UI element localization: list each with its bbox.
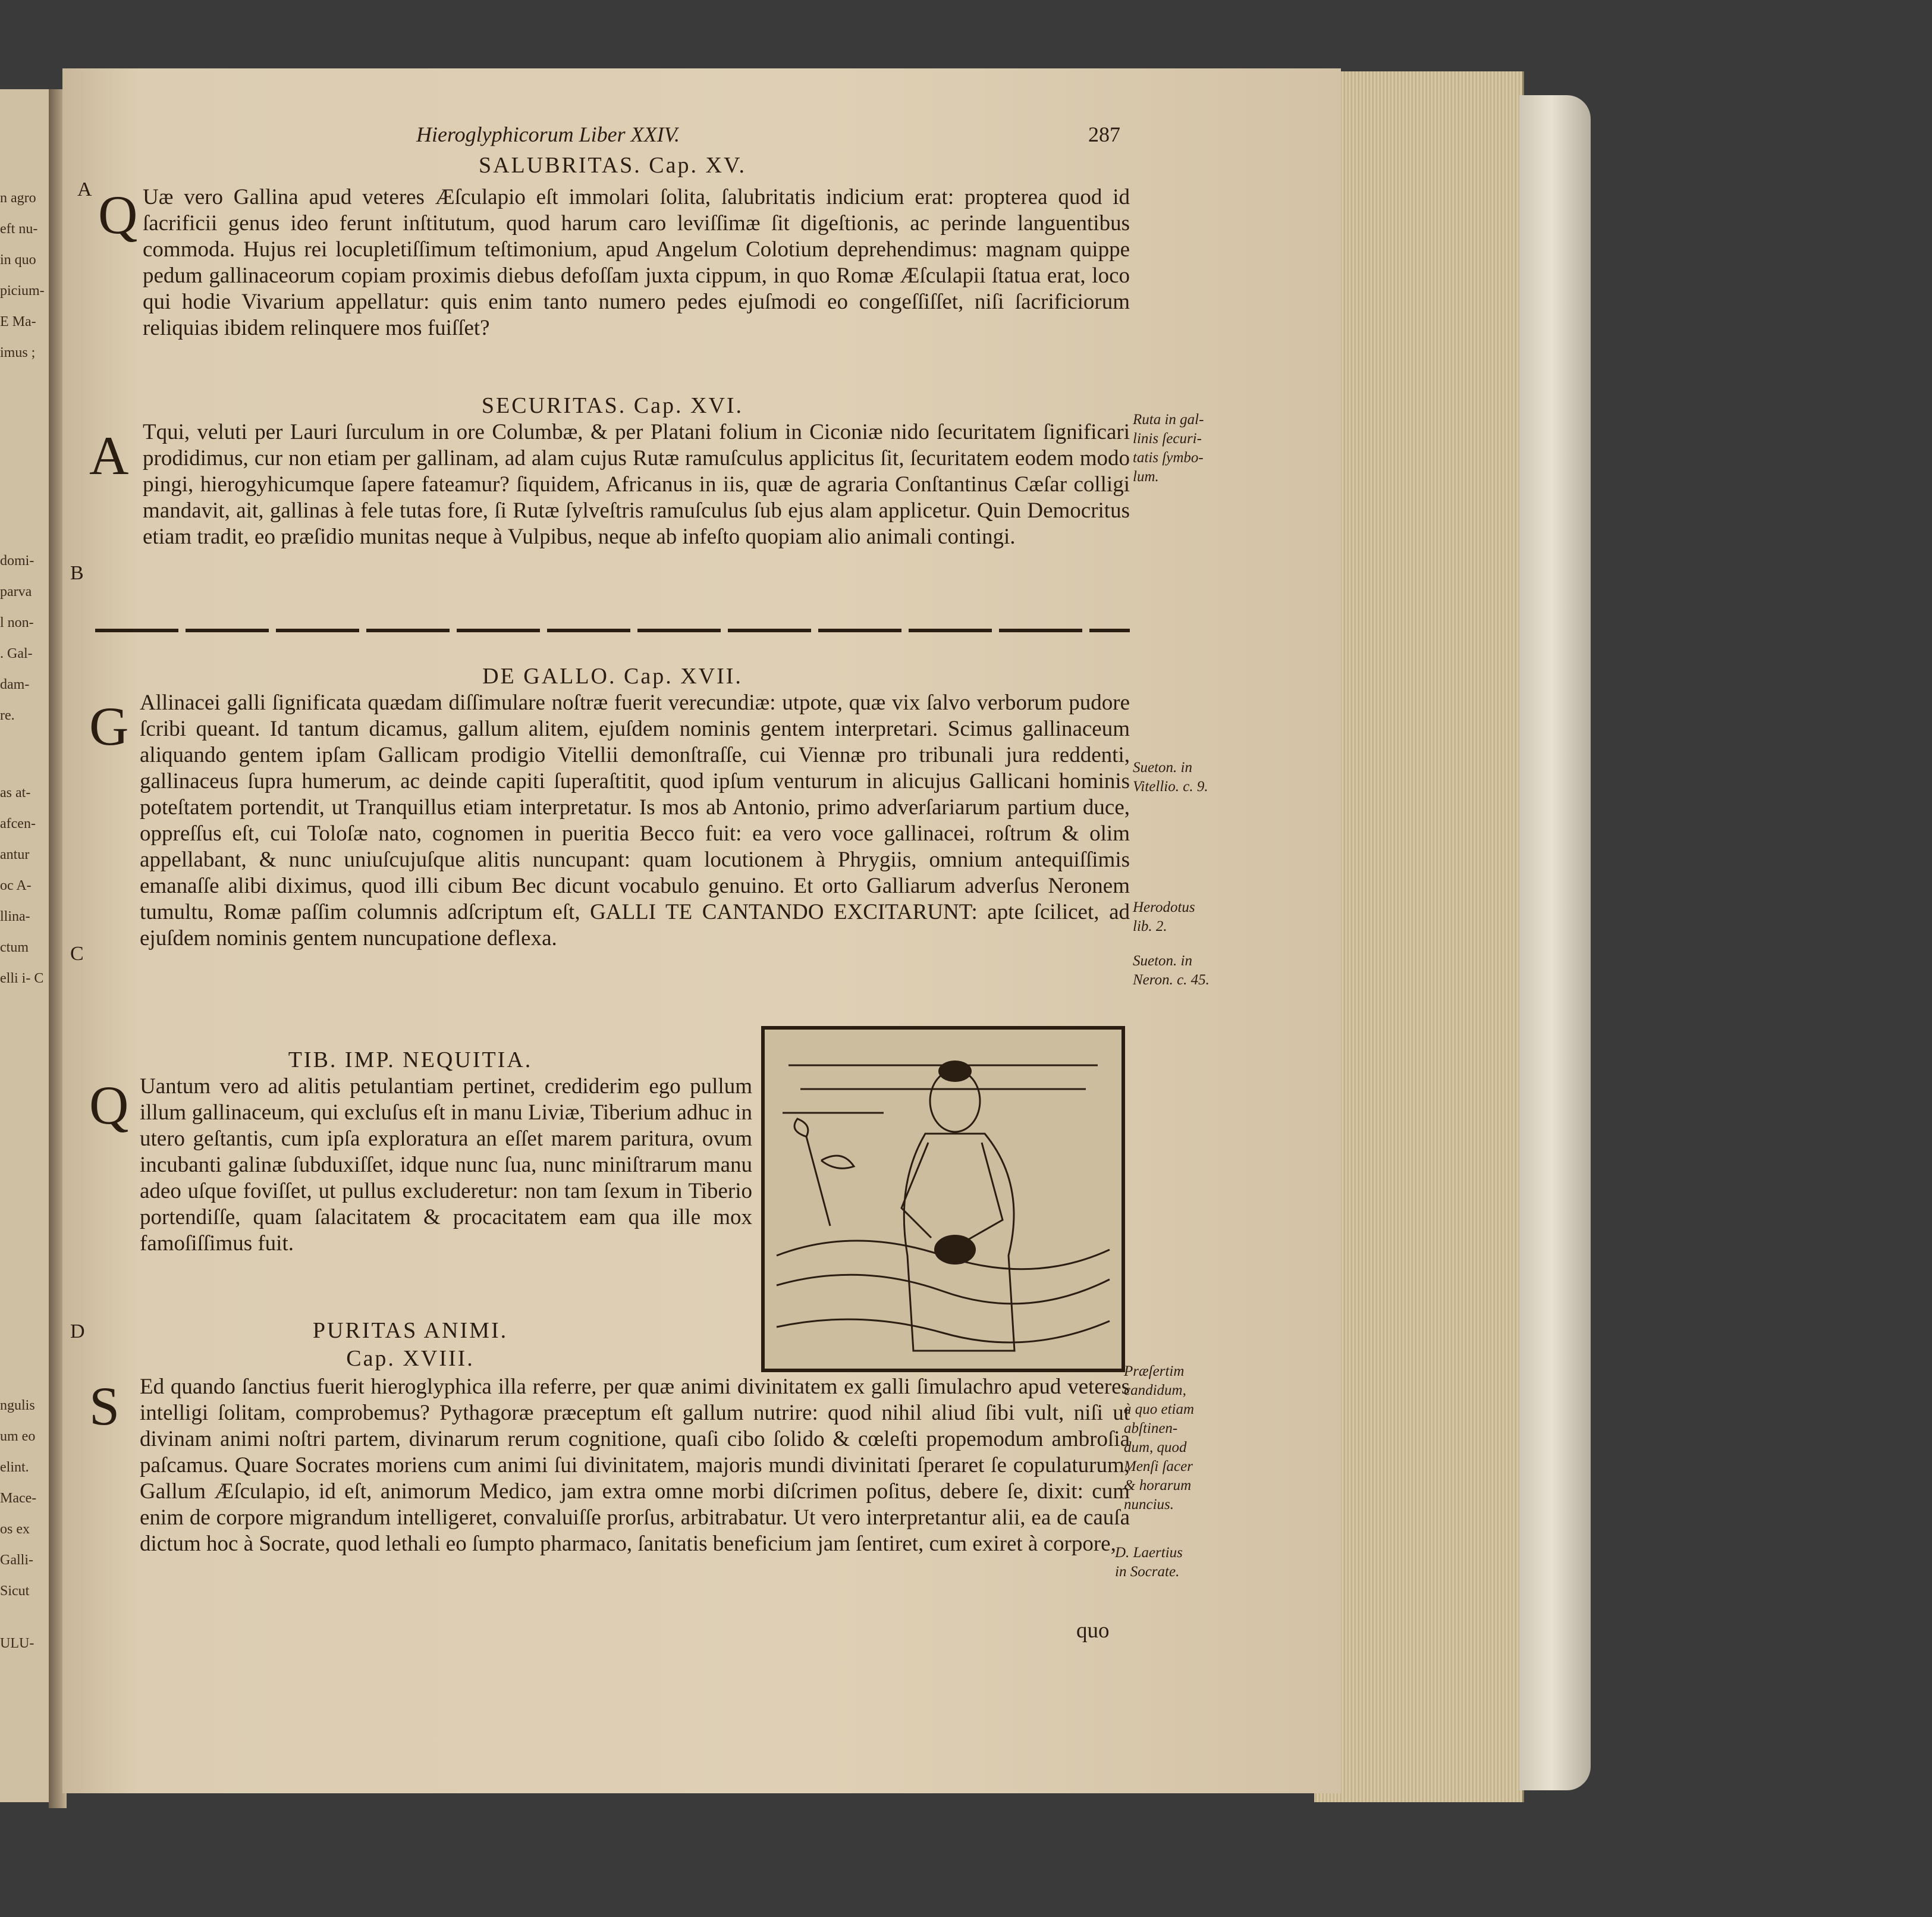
section-paragraph: Tqui, veluti per Lauri ſurculum in ore Columbæ, & per Platani folium in Ciconiæ nido ſecuritatem ſignificari prodidimus, cur non etiam per gallinam, ad alam cujus Rutæ ramuſculus applicitus ſit, ſecuritatem eodem modo pingi, hierogyhicumque ſapere fateamur? ſiquidem, Africanus in iis, quæ de agraria Conſtantinus Cæſar colligi mandavit, ait, gallinas à fele tutas fore, ſi Rutæ ſylveſtris ramuſculus ſub ejus alam applicetur. Quin Democritus etiam tradit, eo præſidio munitas neque à Vulpibus, neque ab infeſto quopiam alio animali contingi. [143, 420, 1130, 549]
left-fragment: um eo [0, 1429, 36, 1444]
left-fragment: dam- [0, 677, 30, 692]
left-fragment: l non- [0, 615, 34, 630]
drop-cap: Q [98, 184, 138, 245]
woodcut-figure-icon [765, 1030, 1121, 1369]
left-fragment: re. [0, 708, 15, 723]
left-fragment: n agro [0, 190, 36, 206]
section-heading: TIB. IMP. NEQUITIA. [288, 1047, 533, 1072]
left-fragment: Galli- [0, 1552, 33, 1568]
drop-cap: S [89, 1376, 120, 1436]
section-heading: PURITAS ANIMI. [312, 1318, 508, 1343]
left-fragment: E Ma- [0, 314, 36, 330]
woodcut-illustration [761, 1026, 1125, 1372]
section-paragraph: Uantum vero ad alitis petulantiam pertinet, crediderim ego pullum illum gallinaceum, qui excluſus eſt in manu Liviæ, Tiberium adhuc in utero geſtantis, cum ipſa exploratura an eſſet marem paritura, ovum incubanti galinæ ſubduxiſſet, idque nunc ſua, nunc miniſtrarum manu adeo uſque foviſſet, ut pullus excluderetur: non tam ſexum in Tiberio portendiſſe, quam ſalacitatem & procacitatem eam qua ille mox famoſiſſimus fuit. [140, 1074, 752, 1256]
left-fragment: elint. [0, 1460, 29, 1475]
page-fore-edge [1314, 71, 1524, 1802]
left-fragment: as at- [0, 785, 31, 801]
catchword: quo [1076, 1618, 1110, 1643]
page-number: 287 [1088, 123, 1120, 146]
left-page-edge [0, 89, 55, 1802]
margin-note: Herodotus lib. 2. [1133, 899, 1195, 934]
left-fragment: elli i- C [0, 971, 44, 986]
section-subheading: Cap. XVIII. [346, 1346, 475, 1371]
divider-rule [95, 629, 1130, 632]
drop-cap: A [89, 425, 129, 486]
left-fragment: imus ; [0, 345, 36, 360]
left-fragment: oc A- [0, 878, 32, 893]
margin-note: Sueton. in Neron. c. 45. [1133, 953, 1210, 988]
margin-note: Sueton. in Vitellio. c. 9. [1133, 760, 1208, 795]
margin-letter-a: A [77, 178, 92, 200]
left-fragment: afcen- [0, 816, 36, 832]
drop-cap: G [89, 696, 129, 757]
left-fragment: Sicut [0, 1583, 30, 1599]
margin-letter-b: B [70, 562, 84, 584]
left-fragment: Mace- [0, 1491, 37, 1506]
section-heading: DE GALLO. Cap. XVII. [482, 664, 743, 689]
margin-note: Præſertim candidum, à quo etiam abſtinen- dum, quod Menſi ſacer & horarum nuncius. [1124, 1363, 1195, 1513]
left-fragment: ngulis [0, 1398, 35, 1413]
vellum-binding [1519, 95, 1591, 1790]
margin-note: D. Laertius in Socrate. [1115, 1545, 1183, 1580]
left-fragment: . Gal- [0, 646, 33, 661]
left-fragment: os ex [0, 1521, 30, 1537]
drop-cap: Q [89, 1075, 129, 1135]
section-heading: SECURITAS. Cap. XVI. [481, 393, 744, 418]
left-fragment: ctum [0, 940, 29, 955]
section-paragraph: Allinacei galli ſignificata quædam diſſimulare noſtræ fuerit verecundiæ: utpote, quæ vix ſalvo verborum pudore ſcribi queant. Id tantum dicamus, gallum alitem, ejuſdem nominis gentem interpretari. Scimus gallinaceum aliquando gentem ipſam Gallicam prodigio Vitellii demonſtraſſe, cui Viennæ pro tribunali jura reddenti, gallinaceus ſupra humerum, ac deinde capiti ſuperaſtitit, quod ipſum venturum in alicujus Gallicani hominis poteſtatem portendit, ut Tranquillus etiam interpretatur. Is mos ab Antonio, primo adverſariarum partium duce, oppreſſus eſt, cui Toloſæ nato, cognomen in pueritia Becco fuit: ea vero voce gallinacei, roſtrum & olim appellabant, & nunc uniuſcujuſque alitis nuncupant: quam locutionem à Phrygiis, omnium antequiſſimis emanaſſe alibi diximus, quod illi cibum Bec dicunt vocabulo genuino. Et orto Galliarum adverſus Neronem tumultu, Romæ paſſim columnis adſcriptum eſt, GALLI TE CANTANDO EXCITARUNT: apte ſcilicet, ad ejuſdem nominis gentem nuncupatione deflexa. [140, 691, 1130, 950]
left-fragment: ULU- [0, 1636, 34, 1651]
left-fragment: parva [0, 584, 32, 600]
section-paragraph: Uæ vero Gallina apud veteres Æſculapio eſt immolari ſolita, ſalubritatis indicium erat: propterea quod id ſacrificii genus ideo ferunt inſtitutum, quod harum caro leviſſimæ ſit digeſtionis, ac perinde languentibus commoda. Hujus rei locupletiſſimum teſtimonium, apud Angelum Colotium deprehendimus: magnam quippe pedum gallinaceorum copiam proximis diebus defoſſam juxta cippum, in quo Romæ Æſculapii ſtatua erat, loco qui hodie Vivarium appellatur: quis enim tanto numero pedes ejuſmodi eo congeſſiſſet, niſi ſacrificiorum reliquias ibidem relinquere mos fuiſſet? [143, 185, 1130, 340]
left-fragment: in quo [0, 252, 36, 268]
running-title: Hieroglyphicorum Liber XXIV. [416, 123, 680, 146]
section-paragraph: Ed quando ſanctius fuerit hieroglyphica illa referre, per quæ animi divinitatem ex galli ſimulachro apud veteres intelligi ſolitam, comprobemus? Pythagoræ præceptum eſt gallum nutrire: quod nihil aliud ſibi vult, niſi ut divinam animi noſtri partem, divinarum rerum cognitione, quaſi cibo ſolido & cœleſti propemodum ambroſia paſcamus. Quare Socrates moriens cum animi ſui divinitatem, majoris mundi divinitati ſperaret ſe copulaturum, Gallum Æſculapio, id eſt, animorum Medico, jam extra omne morbi diſcrimen poſitus, debere ſe, dixit: cum enim de corpore migrandum intelligeret, convaluiſſe prorſus, arbitrabatur. Ut vero interpretantur alii, ea de cauſa dictum hoc à Socrate, quod lethali eo ſumpto pharmaco, ſanitatis beneficium jam ſentiret, cum exiret à corpore, [140, 1375, 1130, 1556]
left-fragment: picium- [0, 283, 45, 299]
left-fragment: antur [0, 847, 30, 862]
left-fragment: domi- [0, 553, 34, 569]
margin-letter-d: D [70, 1320, 85, 1342]
left-fragment: llina- [0, 909, 30, 924]
left-fragment: eft nu- [0, 221, 38, 237]
margin-letter-c: C [70, 943, 84, 965]
margin-note: Ruta in gal- linis ſecuri- tatis ſymbo- lum. [1133, 412, 1204, 485]
section-heading: SALUBRITAS. Cap. XV. [478, 153, 747, 178]
